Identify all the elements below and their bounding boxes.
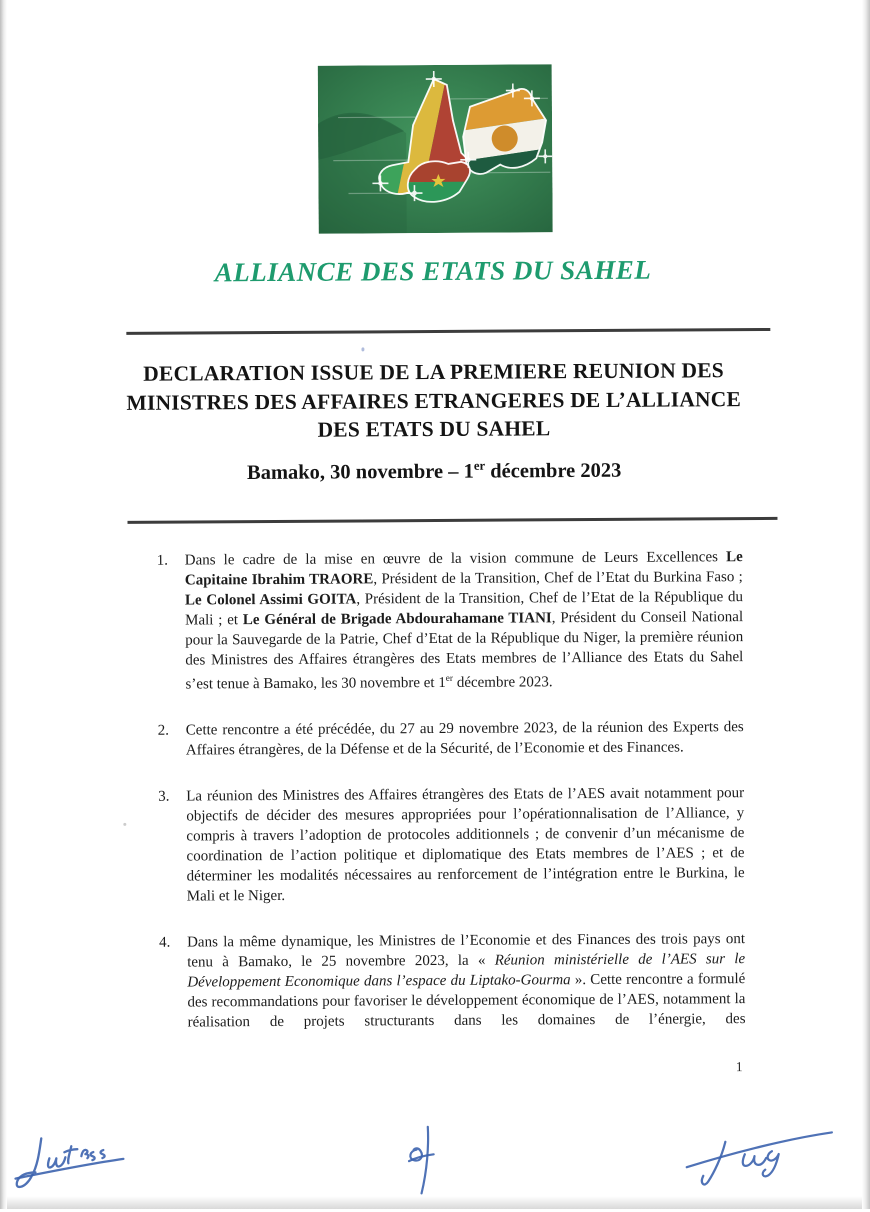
paragraph-number: 1. (157, 551, 186, 695)
paragraph-number: 2. (158, 721, 186, 761)
organization-title: ALLIANCE DES ETATS DU SAHEL (28, 254, 838, 290)
paragraph-list (157, 547, 746, 1059)
horizontal-rule-top (126, 328, 770, 334)
signature-center (401, 1122, 439, 1198)
aes-logo-image (318, 64, 553, 233)
paragraph-text: Cette rencontre a été précédée, du 27 au 29 novembre 2023, de la réunion des Experts des Affaires étrangères, de la Défense et de la Sécurité, de l’Economie et des Finances. (186, 717, 744, 760)
title-line: MINISTRES DES AFFAIRES ETRANGERES DE L’ALLIANCE (99, 384, 769, 417)
scan-artifact (123, 823, 126, 826)
document-subtitle: Bamako, 30 novembre – 1er décembre 2023 (99, 457, 769, 486)
paragraph-number: 3. (158, 787, 187, 907)
paragraph-text: La réunion des Ministres des Affaires étrangères des Etats de l’AES avait notamment pour objectifs de décider des mesures appropriées pour l’opérationnalisation de l’Alliance, y compris à travers l’adoption de protocoles additionnels ; de convenir d’un mécanisme de coordination de l’action politique et diplomatique des Etats membres de l’AES ; et de déterminer les modalités nécessaires au renforcement de l’intégration entre le Burkina, le Mali et le Niger. (186, 783, 745, 906)
title-line: DES ETATS DU SAHEL (99, 413, 769, 446)
scan-artifact (361, 347, 364, 351)
numbered-paragraph (158, 783, 745, 907)
aes-logo (318, 64, 553, 233)
scan-edge-right (862, 0, 870, 1209)
document-title (99, 356, 770, 446)
scan-edge-left (0, 0, 7, 1209)
paragraph-text: Dans le cadre de la mise en œuvre de la vision commune de Leurs Excellences Le Capitaine Ibrahim TRAORE, Président de la Transition, Chef de l’Etat du Burkina Faso ; Le Colonel Assimi GOITA, Président de la Transition, Chef de l’Etat de la République du Mali ; et Le Général de Brigade Abdourahamane TIANI, Président du Conseil National pour la Sauvegarde de la Patrie, Chef d’Etat de la République du Niger, la première réunion des Ministres des Affaires étrangères des Etats membres de l’Alliance des Etats du Sahel s’est tenue à Bamako, les 30 novembre et 1er décembre 2023. (185, 547, 744, 694)
numbered-paragraph (158, 717, 744, 761)
numbered-paragraph (157, 547, 744, 695)
paragraph-text: Dans la même dynamique, les Ministres de l’Economie et des Finances des trois pays ont tenu à Bamako, le 25 novembre 2023, la « Réunion ministérielle de l’AES sur le Développement Economique dans l’espace du Liptako-Gourma ». Cette rencontre a formulé des recommandations pour favoriser le développement économique de l’AES, notamment la réalisation de projets structurants dans les domaines de l’énergie, des (187, 929, 746, 1032)
title-line: DECLARATION ISSUE DE LA PREMIERE REUNION DES (99, 356, 769, 389)
page-number: 1 (736, 1059, 743, 1075)
numbered-paragraph (159, 929, 746, 1033)
horizontal-rule-bottom (127, 517, 777, 523)
signature-left (11, 1132, 143, 1195)
scan-edge-bottom (0, 1196, 870, 1209)
paragraph-number: 4. (159, 933, 188, 1033)
signature-right (679, 1128, 837, 1191)
